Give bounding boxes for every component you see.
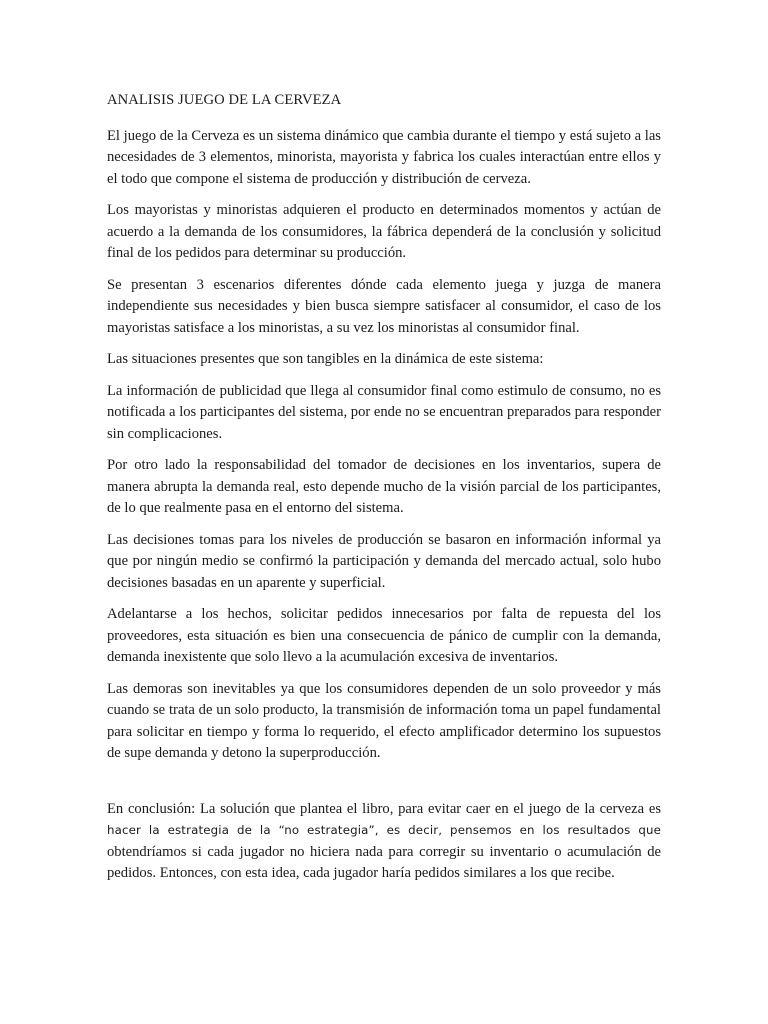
conclusion-paragraph bbox=[107, 799, 661, 885]
paragraph-3: Se presentan 3 escenarios diferentes dónde cada elemento juega y juzga de manera independiente sus necesidades y bien busca siempre satisfacer al consumidor, el caso de los mayoristas satisface a los minoristas, a su vez los minoristas al consumidor final. bbox=[107, 276, 661, 336]
document-title: ANALISIS JUEGO DE LA CERVEZA bbox=[107, 92, 342, 108]
paragraph-2: Los mayoristas y minoristas adquieren el producto en determinados momentos y actúan de acuerdo a la demanda de los consumidores, la fábrica dependerá de la conclusión y solicitud final de los pedidos para determinar su producción. bbox=[107, 202, 661, 261]
paragraph-6: Por otro lado la responsabilidad del tomador de decisiones en los inventarios, supera de manera abrupta la demanda real, esto depende mucho de la visión parcial de los participantes, de lo que realmente pasa en el entorno del sistema. bbox=[107, 457, 661, 516]
paragraph-8: Adelantarse a los hechos, solicitar pedidos innecesarios por falta de repuesta del los proveedores, esta situación es bien una consecuencia de pánico de cumplir con la demanda, demanda inexistente que solo llevo a la acumulación excesiva de inventarios. bbox=[107, 606, 661, 665]
document-page bbox=[107, 90, 661, 895]
paragraph-1: El juego de la Cerveza es un sistema dinámico que cambia durante el tiempo y está sujeto a las necesidades de 3 elementos, minorista, mayorista y fabrica los cuales interactúan entre ellos y el todo que compone el sistema de producción y distribución de cerveza. bbox=[107, 127, 661, 187]
conclusion-part-1: En conclusión: La solución que plantea el libro, para evitar caer en el juego de la cerveza es bbox=[107, 800, 661, 817]
conclusion-part-3: obtendríamos si cada jugador no hiciera nada para corregir su inventario o acumulación de pedidos. Entonces, con esta idea, cada jugador haría pedidos similares a los que recibe. bbox=[107, 843, 661, 881]
conclusion-part-2: hacer la estrategia de la “no estrategia”, es decir, pensemos en los resultados que bbox=[107, 823, 661, 837]
paragraph-5: La información de publicidad que llega al consumidor final como estimulo de consumo, no es notificada a los participantes del sistema, por ende no se encuentran preparados para responder sin complicaciones. bbox=[107, 382, 661, 442]
paragraph-7: Las decisiones tomas para los niveles de producción se basaron en información informal ya que por ningún medio se confirmó la participación y demanda del mercado actual, solo hubo decisiones basadas en un aparente y superficial. bbox=[107, 531, 661, 591]
paragraph-4: Las situaciones presentes que son tangibles en la dinámica de este sistema: bbox=[107, 351, 544, 367]
paragraph-9: Las demoras son inevitables ya que los consumidores dependen de un solo proveedor y más cuando se trata de un solo producto, la transmisión de información toma un papel fundamental para solicitar en tiempo y forma lo requerido, el efecto amplificador determino los supuestos de supe demanda y detono la superproducción. bbox=[107, 680, 661, 761]
